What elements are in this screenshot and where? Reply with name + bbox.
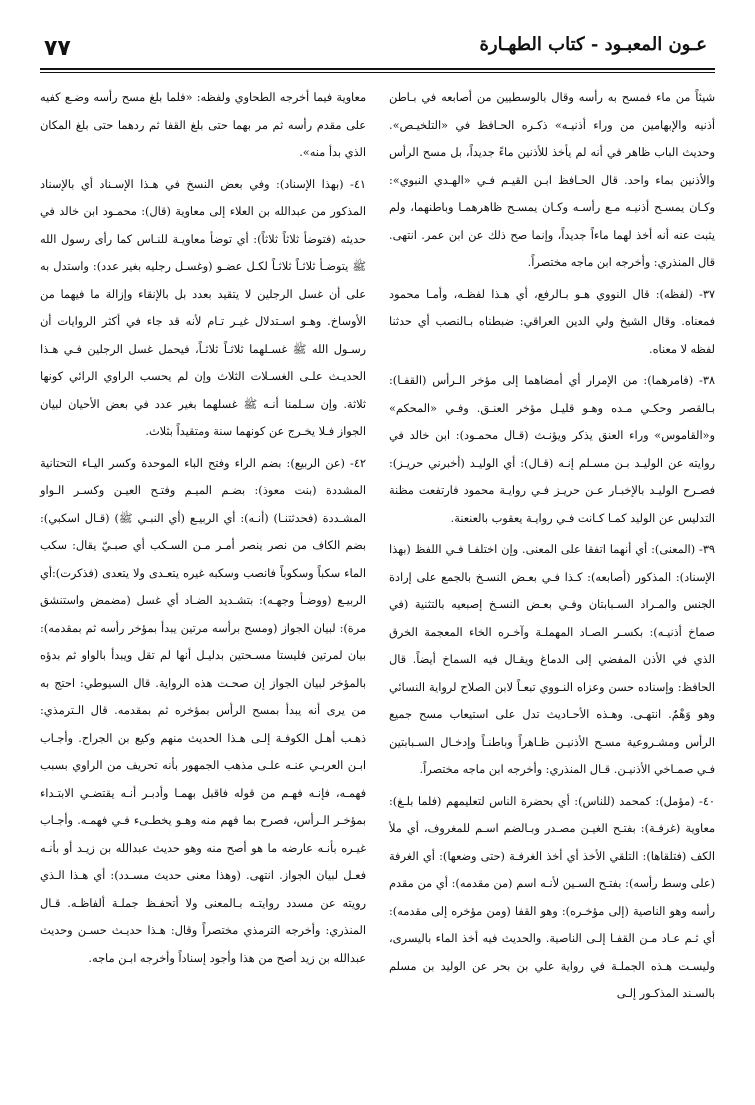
page-number: ٧٧ — [44, 36, 71, 61]
right-column — [389, 84, 715, 1008]
commentary-paragraph: معاوية فيما أخرجه الطحاوي ولفظه: «فلما بلغ مسح رأسه وضـع كفيه على مقدم رأسه ثم مر بهما حتى بلغ القفا ثم ردهما حتى بلغ المكان الذي بدأ منه». — [40, 91, 366, 159]
commentary-paragraph: ٣٩- (المعنى): أي أنهما اتفقا على المعنى. وإن اختلفـا فـي اللفظ (بهذا الإسناد): المذكور (أصابعه): كـذا فـي بعـض النسـخ بالجمع على إرادة الجنس والمـراد السـبابتان وفـي بعـض النسـخ إصبعيه بالتثنية (في صماخ أذنيـه): بكسـر الصـاد المهملـة وآخـره الخاء المعجمة الخرق الذي في الأذن المفضي إلى الدماغ ويقـال فيه السماخ أيضاً. قال الحافظ: وإسناده حسن وعزاه النـووي تبعـاً لابن الصلاح لرواية النسائي وهو وَهْمٌ. انتهـى. وهـذه الأحـاديث تدل على استيعاب مسح جميع الرأس ومشـروعية مسـح الأذنيـن ظـاهراً وباطنـاً وإدخـال السـبابتين فـي صمـاخي الأذنيـن. قـال المنذري: وأخرجه ابن ماجه مختصراً. — [389, 543, 715, 776]
commentary-paragraph: ٤٠- (مؤمل): كمحمد (للناس): أي بحضرة الناس لتعليمهم (فلما بلـغ): معاوية (غرفـة): بفتـح الغيـن مصـدر وبـالضم اسـم للمغروف، أي ملأ الكف (فتلقاها): التلقي الأخذ أي أخذ الغرفـة (حتى وضعها): أي الغرفة (على وسط رأسه): بفتـح السـين لأنـه اسم (من مقدمه): أي من مقدم رأسه وهو الناصية (إلى مؤخـره): وهو القفا (ومن مؤخره إلى مقدمه): أي ثـم عـاد مـن القفـا إلـى الناصية. والحديث فيه أخذ الماء باليسرى، وليسـت هـذه الجملـة في رواية علي بن بحر عن الوليد بن مسلم بالسـند المذكـور إلـى — [389, 794, 715, 1000]
commentary-paragraph: شيئاً من ماء فمسح به رأسه وقال بالوسطيين من أصابعه في بـاطن أذنيه والإبهامين من وراء أذنيـه» ذكـره الحـافظ في «التلخيـص». وحديث الباب ظاهر في أنه لم يأخذ للأذنين ماءً جديداً، بل مسح الرأس والأذنين بماء واحد. قال الحـافظ ابـن القيـم فـي «الهـدي النبوي»: وكـان يمسـح أذنيـه مـع رأسـه وكـان يمسـح ظاهرهمـا وباطنهما، ولم يثبت عنه أنه أخذ لهما ماءاً جديداً، وإنما صح ذلك عن ابن عمر. انتهى. قال المنذري: وأخرجه ابن ماجه مختصراً. — [389, 91, 715, 269]
commentary-paragraph: ٤١- (بهذا الإسناد): وفي بعض النسخ في هـذا الإسـناد أي بالإسناد المذكور من عبدالله بن العلاء إلى معاوية (قال): محمـود ابن خالد في حديثه (فتوضأ ثلاثاً ثلاثاً): أي توضأ معاويـة للنـاس كما رأى رسول الله ﷺ يتوضـأ ثلاثـاً ثلاثـاً لكـل عضـو (وغسـل رجليه بغير عدد): واستدل به على أن غسل الرجلين لا يتقيد بعدد بل بالإنقاء وإزالة ما فيهما من الأوساخ. وهـو اسـتدلال غيـر تـام لأنه قد جاء في أكثر الروايات أن رسـول الله ﷺ غسـلهما ثلاثـاً ثلاثـاً، فيحمل غسل الرجلين فـي هـذا الحديـث علـى الغسـلات الثلاث وإن لم يحسب الراوي الرائي كونها ثلاثة. وإن سـلمنا أنـه ﷺ غسلهما بغير عدد في بعض الأحيان لبيان الجواز فـلا يخـرج عن كونهما سنة ومتقيداً بثلاث. — [40, 177, 366, 438]
commentary-paragraph: ٣٧- (لفظه): قال النووي هـو بـالرفع، أي هـذا لفظـه، وأمـا محمود فمعناه. وقال الشيخ ولي الدين العراقي: ضبطناه بـالنصب أي حدثنا لفظه لا معناه. — [389, 287, 715, 356]
commentary-paragraph: ٤٢- (عن الربيع): بضم الراء وفتح الباء الموحدة وكسر اليـاء التحتانية المشددة (بنت معوذ): بضـم الميـم وفتـح العيـن وكسـر الـواو المشـددة (فحدثتنـا) (أنـه): أي الربيـع (أي النبـي ﷺ) (قـال اسكبي): بضم الكاف من نصر ينصر أمـر مـن السـكب أي صبـيّ يقال: سكب الماء سكباً وسكوباً فانصب وسكبه غيره يتعـدى ولا يتعدى (فذكرت):أي الربيـع (ووضـأ وجهـه): بتشـديد الضـاد أي غسل (مضمض واستنشق مرة): لبيان الجواز (ومسح برأسه مرتين يبدأ بمؤخر رأسه ثم بمقدمه): بيان لمرتين فليستا مسـحتين بدليـل أنها لم تقل ويبدأ بالواو ثم بدؤه بالمؤخر لبيان الجواز إن صحـت هذه الرواية. قال السيوطي: احتج به من يرى أنه يبدأ بمسح الرأس بمؤخره ثم بمقدمه. قال الـترمذي: ذهـب أهـل الكوفـة إلـى هـذا الحديث منهم وكيع بن الجراح. وأجـاب ابـن العربـي عنـه علـى مذهب الجمهور بأنه تحريف من الراوي بسبب فهمـه، فإنـه فهـم من قوله فاقبل بهمـا وأدبـر أنـه يقتضـي الابتـداء بمؤخـر الـرأس، فصرح بما فهم منه وهـو يخطـىء فـي فهمـه. وأجـاب غيـره بأنـه عارضه ما هو أصح منه وهو حديث عبدالله بن زيـد أو بأنـه فعـل لبيان الجواز. انتهى. (وهذا معنى حديث مسـدد): أي هـذا الـذي رويته عن مسدد روايتـه بـالمعنى ولا أتحفـظ جملـة ألفاظـه. قـال المنذري: وأخرجه الترمذي مختصراً وقال: هـذا حديـث حسـن وحديث عبدالله بن زيد أصح من هذا وأجود إسناداً وأخرجه ابـن ماجه. — [40, 456, 366, 965]
commentary-paragraph: ٣٨- (فامرهما): من الإمرار أي أمضاهما إلى مؤخر الـرأس (القفـا): بـالقصر وحكـي مـده وهـو قليـل مؤخر العنـق. وفـي «المحكم» و«القاموس» وراء العنق يذكر ويؤنـث (قـال محمـود): ابن خالد في روايته عن الوليـد بـن مسـلم إنـه (قـال): أي الوليـد (أخبرني حريـز): فصـرح الوليـد بالإخبـار عـن حريـز فـي روايـة محمود فارتفعت مظنة التدليس عن الوليد كمـا كـانت فـي روايـة يعقوب بالعنعنة. — [389, 374, 715, 525]
running-title: عـون المعبـود - كتاب الطهـارة — [479, 34, 707, 55]
header-rule — [40, 68, 715, 73]
page-header — [40, 26, 715, 68]
text-columns — [40, 84, 715, 1008]
left-column — [40, 84, 366, 1008]
